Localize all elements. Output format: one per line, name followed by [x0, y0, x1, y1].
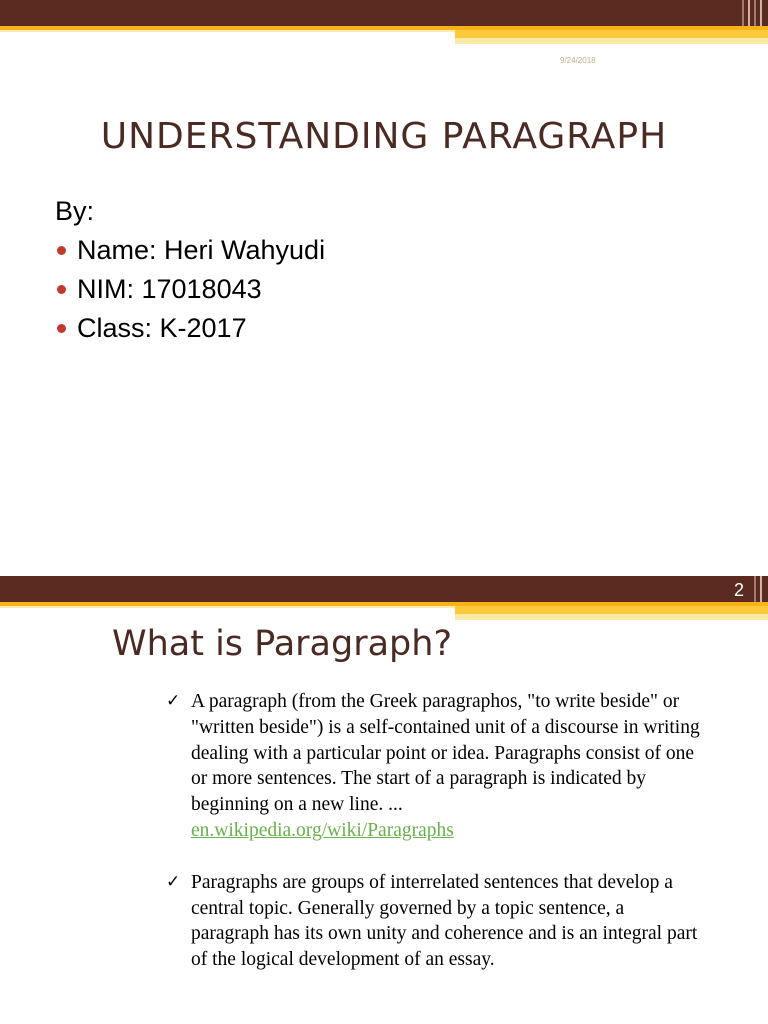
wikipedia-link[interactable]: en.wikipedia.org/wiki/Paragraphs	[191, 819, 454, 841]
header-band	[0, 576, 768, 626]
dot-icon	[57, 246, 66, 255]
slide-title: What is Paragraph?	[112, 624, 453, 664]
by-label: By:	[55, 196, 95, 226]
author-info-list	[55, 234, 325, 351]
dot-icon	[57, 285, 66, 294]
list-item: ✓ Paragraphs are groups of interrelated sentences that develop a central topic. Generally governed by a topic sentence, a paragraph has its own unity and coherence and is an integral part of the logical development of an essay.	[166, 871, 698, 971]
checkmark-icon: ✓	[166, 691, 181, 711]
header-band	[0, 0, 768, 50]
slide-number: 2	[733, 580, 744, 600]
list-item: NIM: 17018043	[55, 273, 325, 312]
list-item: Class: K-2017	[55, 312, 325, 351]
slide-title: UNDERSTANDING PARAGRAPH	[100, 116, 668, 157]
list-item: ✓ A paragraph (from the Greek paragraphos, "to write beside" or "written beside") is a self-contained unit of a discourse in writing dealing with a particular point or idea. Paragraphs consist of one or more sentences. The start of a paragraph is indicated by beginning on a new line. ... en.wikipedia.org/wiki/Paragraphs	[166, 689, 706, 844]
content-slide	[0, 576, 768, 1024]
list-item: Name: Heri Wahyudi	[55, 234, 325, 273]
bullet-list	[166, 689, 706, 973]
checkmark-icon: ✓	[166, 871, 181, 892]
dot-icon	[57, 324, 66, 333]
slide-date: 9/24/2018	[560, 56, 596, 65]
